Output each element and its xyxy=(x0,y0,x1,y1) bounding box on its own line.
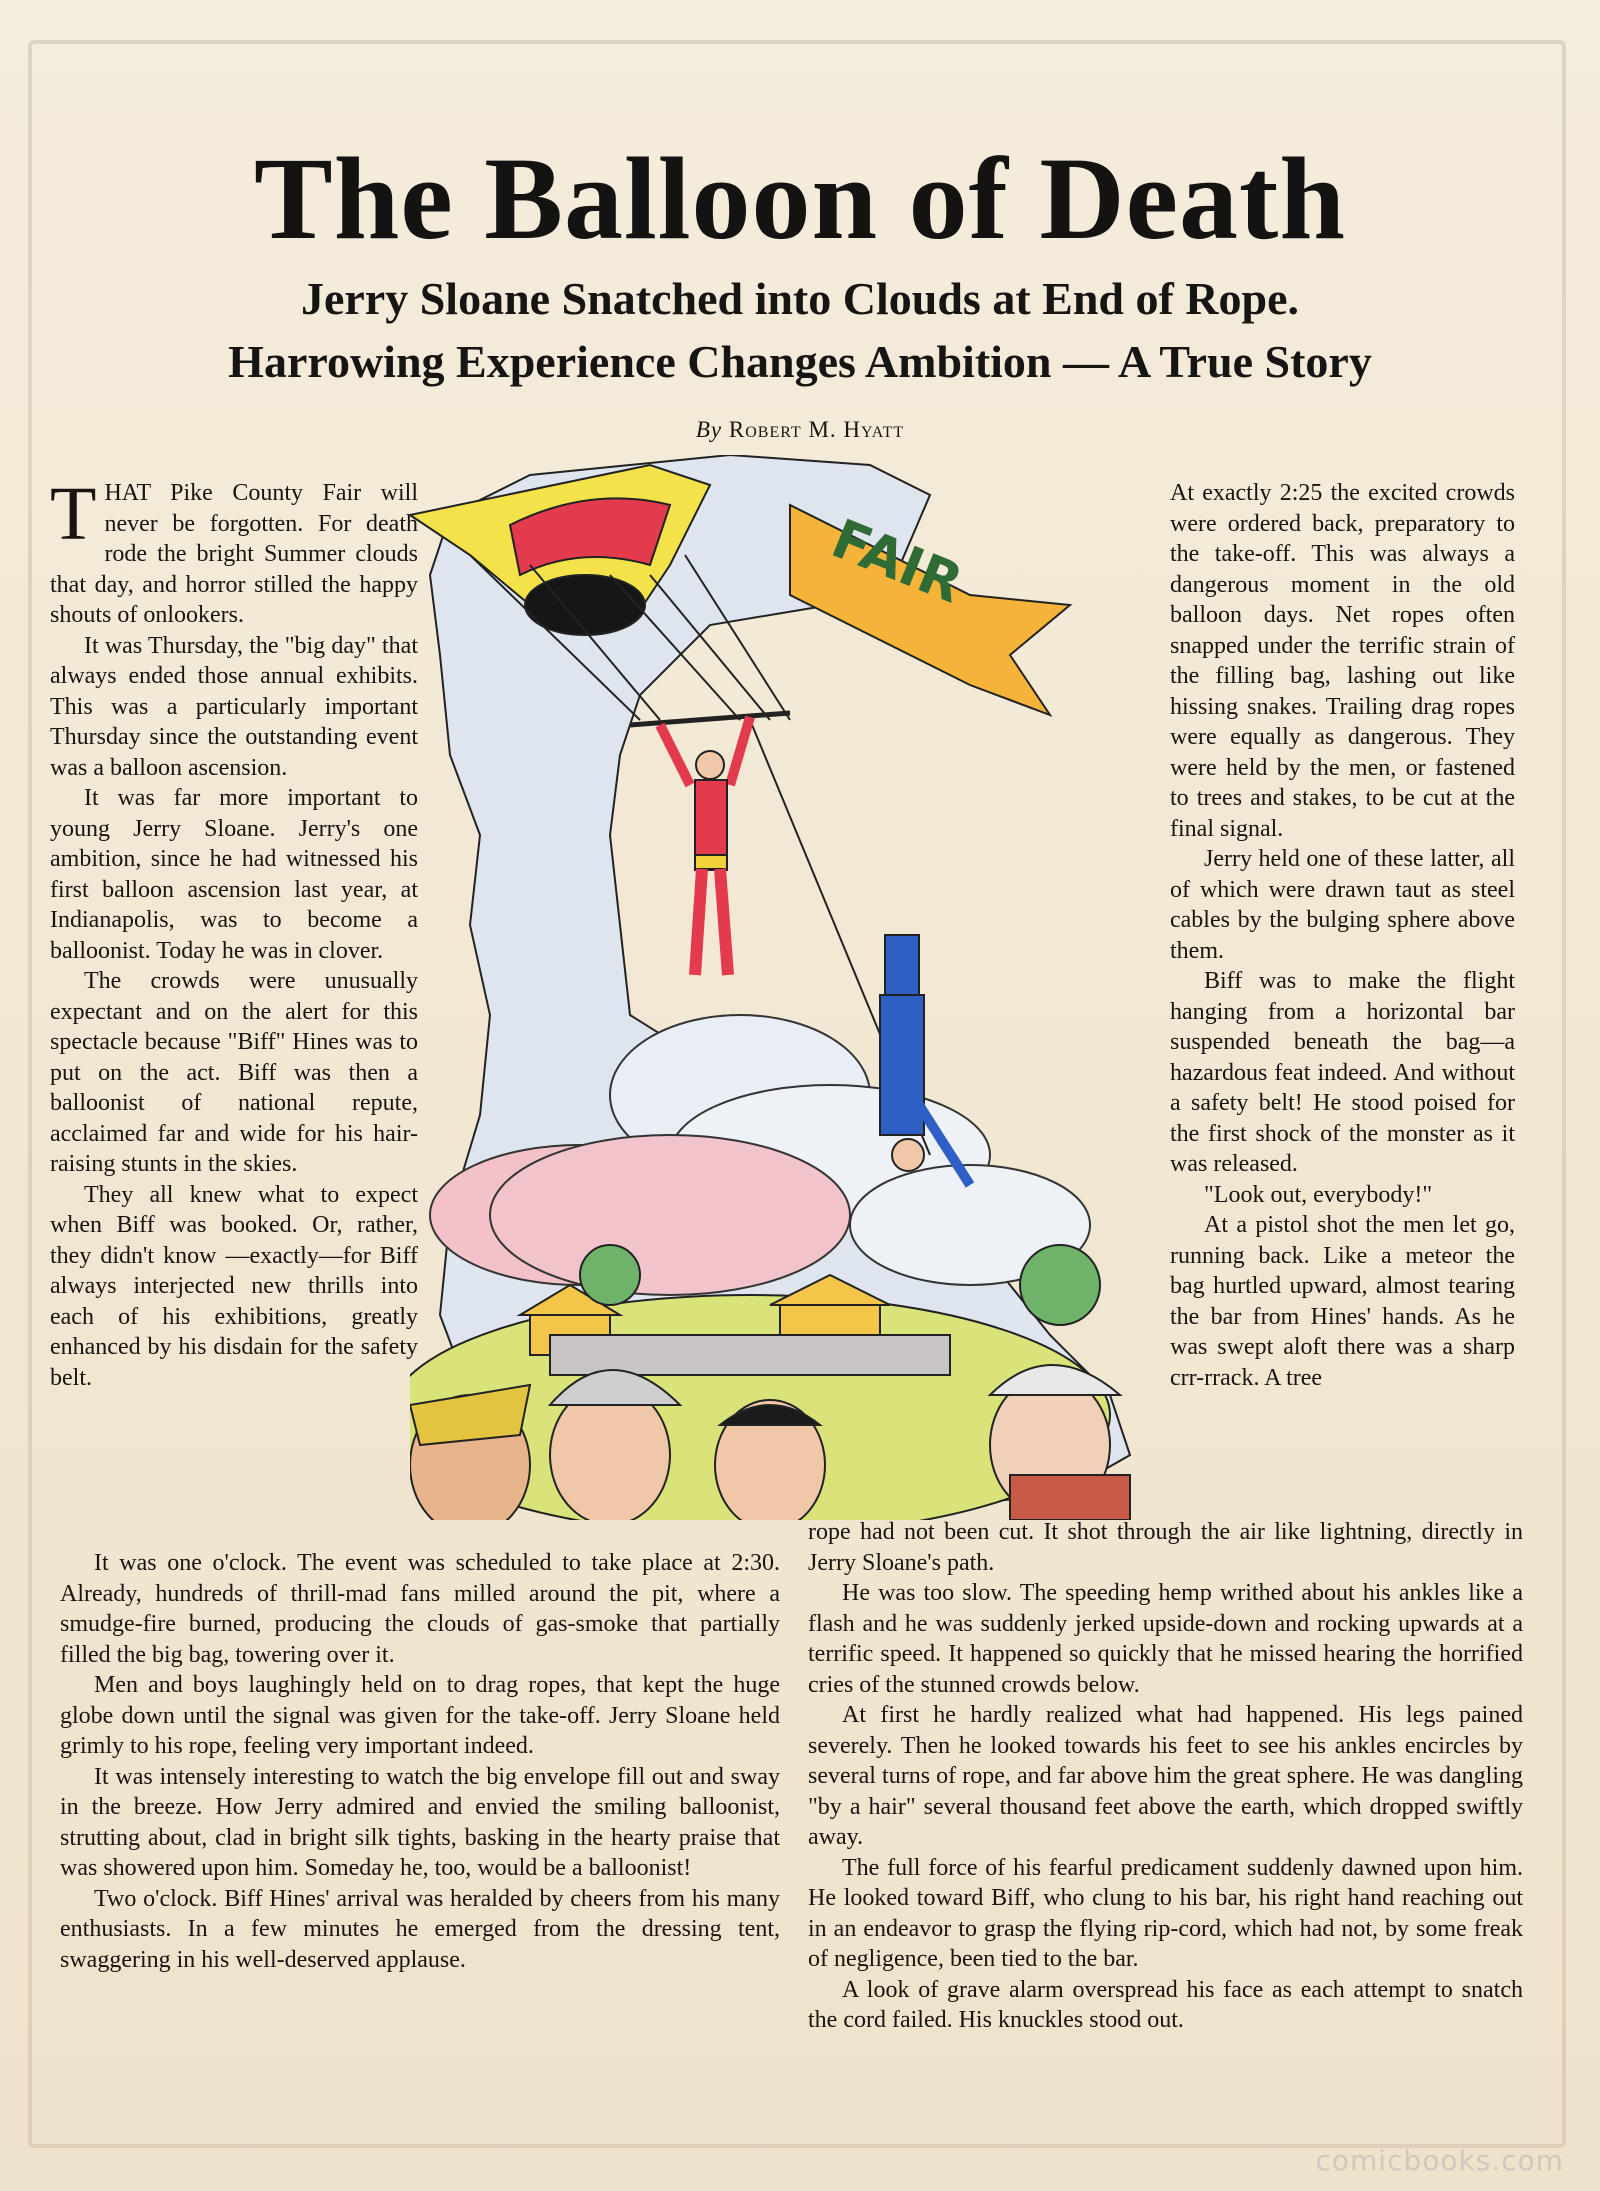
left-paragraph-1 xyxy=(50,472,418,631)
bottom-right-paragraph-1: rope had not been cut. It shot through the air like lightning, directly in Jerry Sloane's path. xyxy=(808,1519,1523,1576)
bottom-left-paragraph-3: It was intensely interesting to watch the big envelope fill out and sway in the breeze. How Jerry admired and envied the smiling balloonist, strutting about, clad in bright silk tights, basking in the hearty praise that was showered upon him. Someday he, too, would be a balloonist! xyxy=(60,1763,780,1881)
balloonist-figure xyxy=(660,717,750,975)
bottom-left-column xyxy=(60,1548,780,1975)
byline-by: By xyxy=(695,417,723,442)
left-paragraph-4: The crowds were unusually expectant and on the alert for this spectacle because "Biff" Hines was to put on the act. Biff was then a balloonist of national repute, acclaimed far and wide for his hair-raising stunts in the skies. xyxy=(50,968,418,1177)
bottom-left-paragraph-1: It was one o'clock. The event was scheduled to take place at 2:30. Already, hundreds of thrill-mad fans milled around the pit, where a smudge-fire burned, producing the clouds of gas-smoke that partially filled the big bag, towering over it. xyxy=(60,1550,780,1668)
trapeze-bar xyxy=(630,713,790,725)
right-paragraph-3: Biff was to make the flight hanging from a horizontal bar suspended beneath the bag—a hazardous feat indeed. And without a safety belt! He stood poised for the first shock of the monster as it was released. xyxy=(1170,968,1515,1177)
right-paragraph-5: At a pistol shot the men let go, running back. Like a meteor the bag hurtled upward, almost tearing the bar from Hines' hands. As he was swept aloft there was a sharp crr-rrack. A tree xyxy=(1170,1212,1515,1391)
bottom-right-column xyxy=(808,1517,1523,2036)
pennant-text: FAIR xyxy=(823,506,972,616)
bottom-right-paragraph-3: At first he hardly realized what had happened. His legs pained severely. Then he looked towards his feet to see his ankles encircles by several turns of rope, and far above him the great sphere. He was dangling "by a hair" several thousand feet above the earth, which dropped swiftly away. xyxy=(808,1702,1523,1850)
right-paragraph-1: At exactly 2:25 the excited crowds were ordered back, preparatory to the take-off. This was always a dangerous moment in the old balloon days. Net ropes often snapped under the terrific strain of the filling bag, lashing out like hissing snakes. Trailing drag ropes were equally as dangerous. They were held by the men, or fastened to trees and stakes, to be cut at the final signal. xyxy=(1170,480,1515,842)
bottom-left-paragraph-2: Men and boys laughingly held on to drag ropes, that kept the huge globe down until the signal was given for the take-off. Jerry Sloane held grimly to his rope, feeling very important indeed. xyxy=(60,1672,780,1759)
right-paragraph-4: "Look out, everybody!" xyxy=(1204,1181,1433,1208)
balloon-illustration xyxy=(410,455,1170,1520)
left-paragraph-3: It was far more important to young Jerry Sloane. Jerry's one ambition, since he had witnessed his first balloon ascension last year, at Indianapolis, was to become a balloonist. Today he was in clover. xyxy=(50,785,418,964)
fair-pennant xyxy=(790,505,1070,715)
left-paragraph-2: It was Thursday, the "big day" that always ended those annual exhibits. This was a particularly important Thursday since the outstanding event was a balloon ascension. xyxy=(50,632,418,781)
bottom-right-paragraph-2: He was too slow. The speeding hemp writhed about his ankles like a flash and he was suddenly jerked upside-down and rocking upwards at a terrific speed. It happened so quickly that he missed hearing the horrified cries of the stunned crowds below. xyxy=(808,1580,1523,1698)
article-subtitle-line2: Harrowing Experience Changes Ambition — A True Story xyxy=(228,336,1372,387)
left-paragraph-1-text: HAT Pike County Fair will never be forgotten. For death rode the bright Summer clouds that day, and horror stilled the happy shouts of onlookers. xyxy=(50,480,418,628)
bottom-left-paragraph-4: Two o'clock. Biff Hines' arrival was heralded by cheers from his many enthusiasts. In a few minutes he emerged from the dressing tent, swaggering in his well-deserved applause. xyxy=(60,1885,780,1973)
left-paragraph-5: They all knew what to expect when Biff was booked. Or, rather, they didn't know —exactly—for Biff always interjected new thrills into each of his exhibitions, greatly enhanced by his disdain for the safety belt. xyxy=(50,1181,418,1391)
right-column xyxy=(1170,478,1515,1393)
left-column xyxy=(50,472,418,1393)
right-paragraph-2: Jerry held one of these latter, all of which were drawn taut as steel cables by the bulging sphere above them. xyxy=(1170,846,1515,964)
drop-cap: T xyxy=(50,472,97,556)
byline-author: Robert M. Hyatt xyxy=(728,417,905,442)
article-subtitle-line1: Jerry Sloane Snatched into Clouds at End of Rope. xyxy=(300,273,1300,324)
byline xyxy=(0,417,1600,443)
article-title: The Balloon of Death xyxy=(254,133,1346,264)
bottom-right-paragraph-5: A look of grave alarm overspread his face as each attempt to snatch the cord failed. His knuckles stood out. xyxy=(808,1976,1523,2033)
bottom-right-paragraph-4: The full force of his fearful predicament suddenly dawned upon him. He looked toward Biff, who clung to his bar, his right hand reaching out in an endeavor to grasp the flying rip-cord, which had not, by some freak of negligence, been tied to the bar. xyxy=(808,1854,1523,1972)
watermark: comicbooks.com xyxy=(1315,2144,1564,2177)
